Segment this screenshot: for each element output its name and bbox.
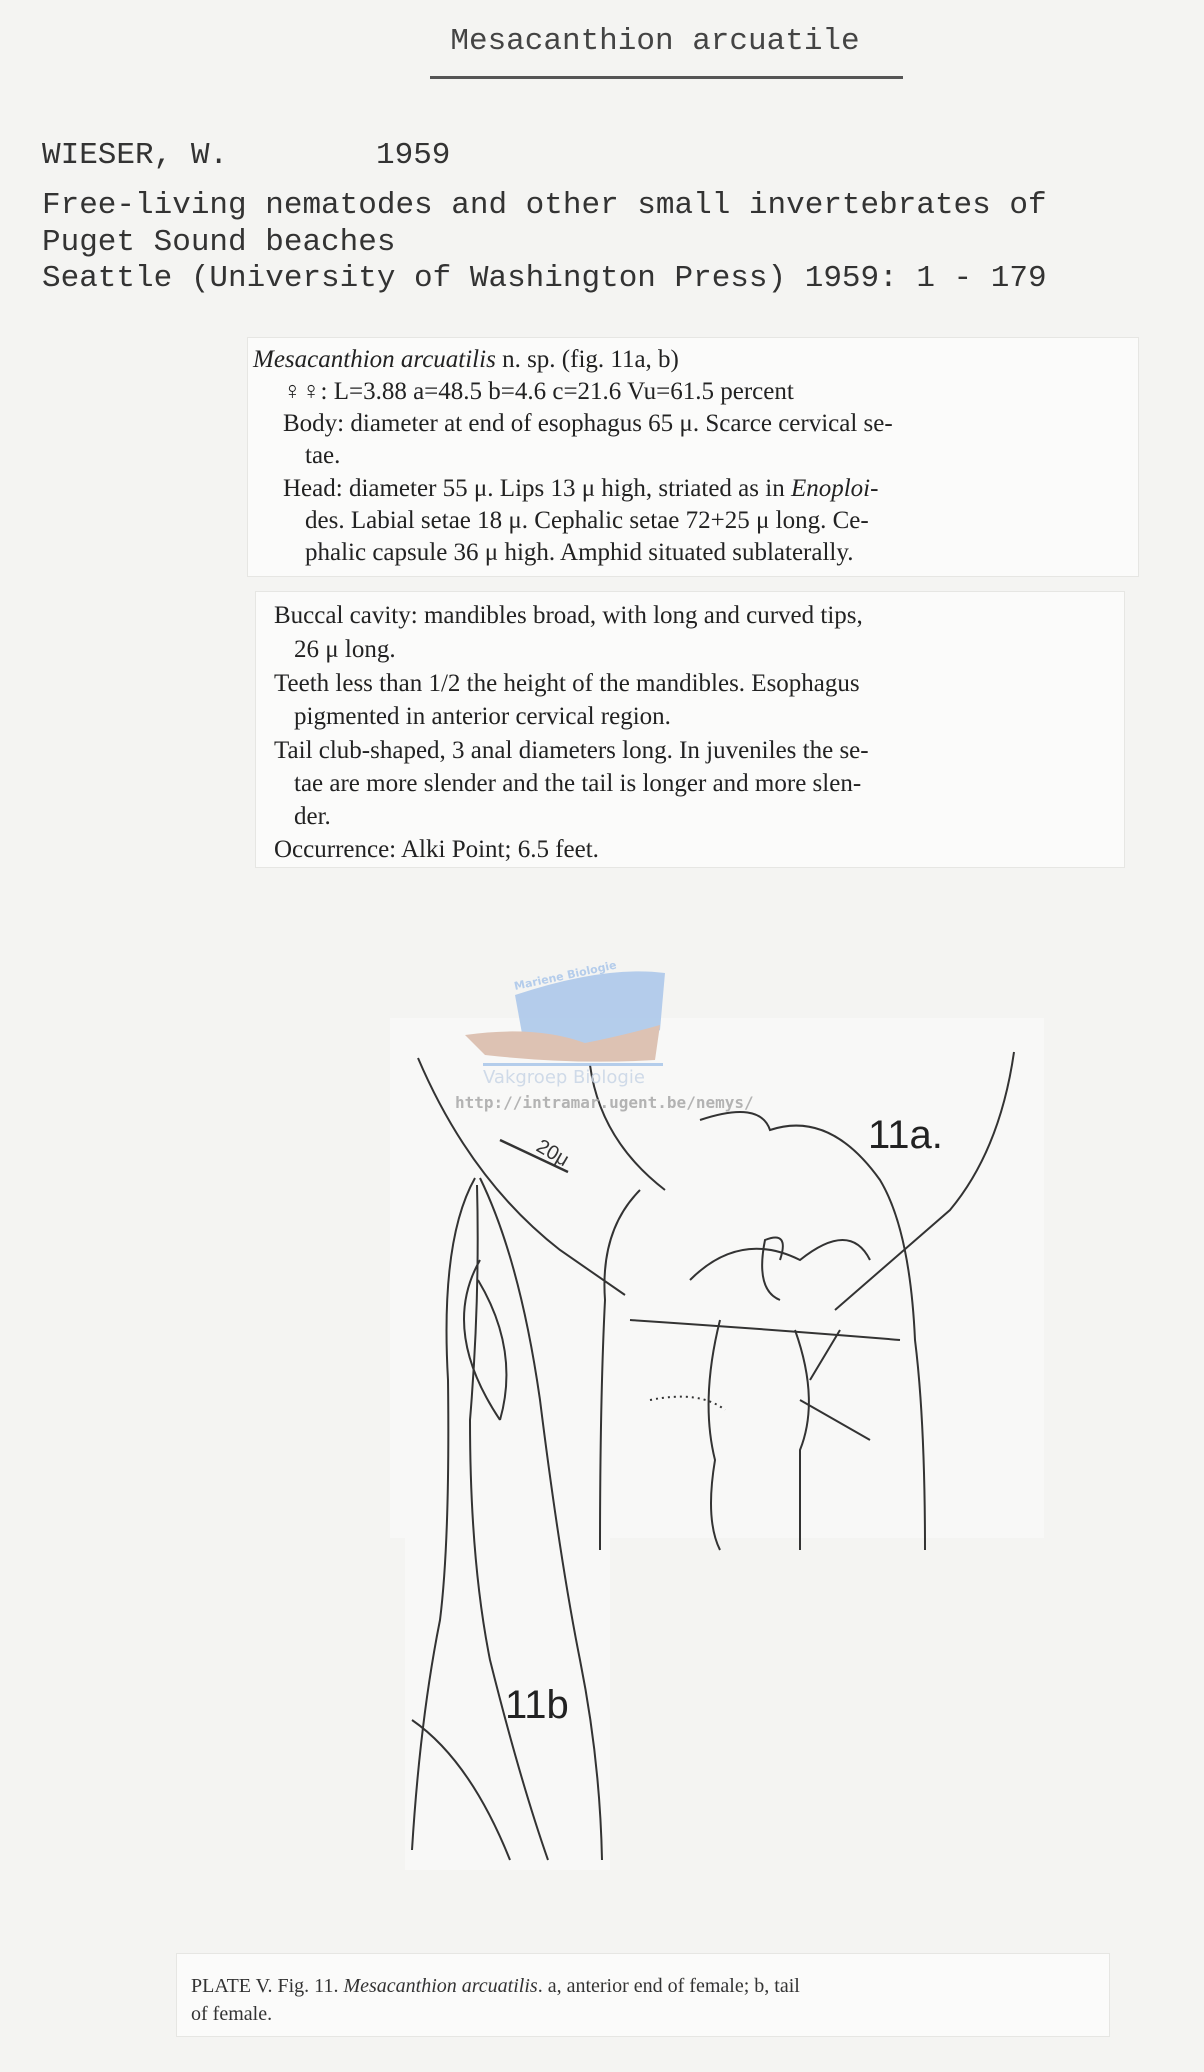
- head-text: Head: diameter 55 μ. Lips 13 μ high, striated as in: [283, 475, 791, 502]
- occurrence-line: Occurrence: Alki Point; 6.5 feet.: [274, 836, 599, 863]
- reference-title-line1: Free-living nematodes and other small invertebrates of: [42, 188, 1047, 223]
- author: WIESER, W.: [42, 138, 229, 173]
- tail-line-cont2: der.: [294, 803, 331, 830]
- reference-publisher: Seattle (University of Washington Press) 1959: 1 - 179: [42, 261, 1047, 296]
- buccal-line-cont: 26 μ long.: [294, 636, 396, 663]
- page-title: Mesacanthion arcuatile: [450, 24, 860, 59]
- head-line-cont: des. Labial setae 18 μ. Cephalic setae 72+25 μ long. Ce-: [305, 507, 869, 534]
- caption-species: Mesacanthion arcuatilis: [343, 1975, 538, 1997]
- caption-prefix: PLATE V. Fig. 11.: [191, 1975, 344, 1997]
- figure-label-11a: 11a.: [868, 1113, 943, 1157]
- watermark-middle-text: Vakgroep Biologie: [483, 1067, 645, 1088]
- species-name: Mesacanthion arcuatilis: [253, 346, 496, 373]
- teeth-line-cont: pigmented in anterior cervical region.: [294, 703, 671, 730]
- body-line: Body: diameter at end of esophagus 65 μ. Scarce cervical se-: [283, 410, 893, 437]
- year: 1959: [376, 138, 451, 173]
- teeth-line: Teeth less than 1/2 the height of the mandibles. Esophagus: [274, 670, 860, 697]
- watermark-logo: [455, 955, 775, 1120]
- reference-title-line2: Puget Sound beaches: [42, 225, 396, 260]
- tail-outline-right: [480, 1178, 602, 1860]
- tail-line-cont: tae are more slender and the tail is longer and more slen-: [294, 770, 862, 797]
- body-line-cont: tae.: [305, 442, 341, 469]
- caption-line1: [191, 1972, 800, 2000]
- scale-bar-label: 20μ: [532, 1135, 573, 1172]
- figure-11b-drawing: [412, 1178, 602, 1860]
- figure-label-11b: 11b: [505, 1683, 569, 1727]
- cephalic-seta-right: [835, 1052, 1014, 1310]
- species-suffix: n. sp. (fig. 11a, b): [495, 346, 679, 373]
- tail-line: Tail club-shaped, 3 anal diameters long. In juveniles the se-: [274, 737, 869, 764]
- head-line-cont2: phalic capsule 36 μ high. Amphid situated sublaterally.: [305, 539, 854, 566]
- watermark-url: http://intramar.ugent.be/nemys/: [455, 1093, 754, 1112]
- tail-outline-left: [412, 1178, 475, 1850]
- caption-rest: . a, anterior end of female; b, tail: [537, 1975, 800, 1997]
- watermark-top-text: Mariene Biologie: [512, 958, 618, 993]
- body-wall-right: [700, 1112, 925, 1550]
- measurements-line: ♀♀: L=3.88 a=48.5 b=4.6 c=21.6 Vu=61.5 percent: [283, 378, 794, 405]
- body-wall-left: [600, 1190, 640, 1550]
- caption-line2: of female.: [191, 2003, 273, 2025]
- enoploides-italic: Enoploi-: [790, 475, 879, 502]
- buccal-line: Buccal cavity: mandibles broad, with long and curved tips,: [274, 602, 863, 629]
- plate-caption: [176, 1953, 1110, 2037]
